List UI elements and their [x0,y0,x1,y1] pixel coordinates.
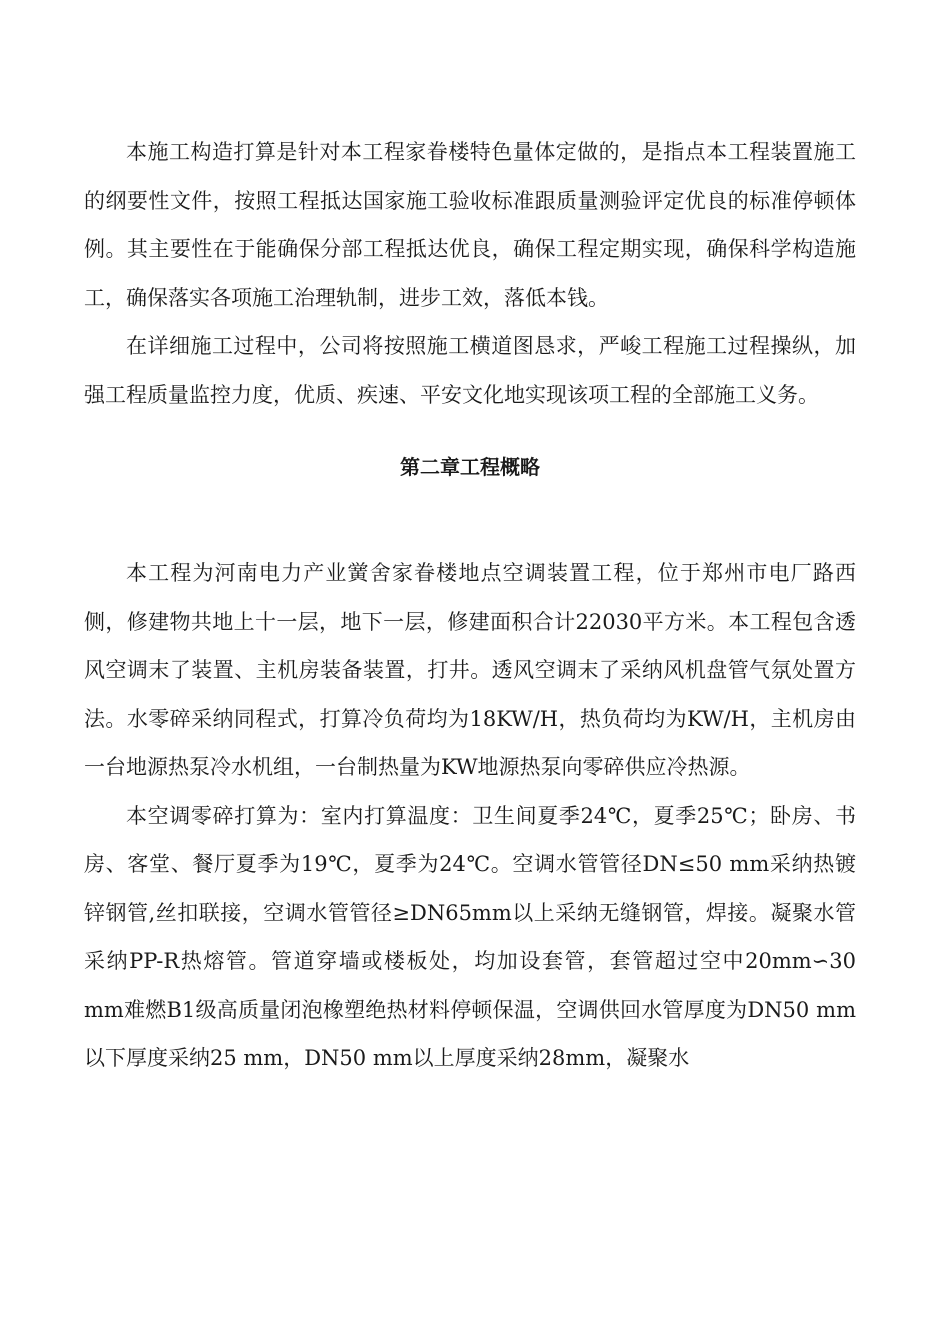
chapter-paragraph-1: 本工程为河南电力产业黉舍家眷楼地点空调装置工程，位于郑州市电厂路西侧，修建物共地上十一层，地下一层，修建面积合计22030平方米。本工程包含透风空调末了装置、主机房装备装置，打井。透风空调末了采纳风机盘管气氛处置方法。水零碎采纳同程式，打算冷负荷均为18KW/H，热负荷均为KW/H，主机房由一台地源热泵冷水机组，一台制热量为KW地源热泵向零碎供应冷热源。 [84,561,856,779]
chapter-paragraph-2: 本空调零碎打算为：室内打算温度：卫生间夏季24℃，夏季25℃；卧房、书房、客堂、餐厅夏季为19℃，夏季为24℃。空调水管管径DN≤50 mm采纳热镀锌钢管,丝扣联接，空调水管管径≥DN65mm以上采纳无缝钢管，焊接。凝聚水管采纳PP-R热熔管。管道穿墙或楼板处，均加设套管，套管超过空中20mm∽30 mm难燃B1级高质量闭泡橡塑绝热材料停顿保温，空调供回水管厚度为DN50 mm以下厚度采纳25 mm，DN50 mm以上厚度采纳28mm，凝聚水 [84,803,856,1070]
intro-paragraph-2: 在详细施工过程中，公司将按照施工横道图恳求，严峻工程施工过程操纵，加强工程质量监控力度，优质、疾速、平安文化地实现该项工程的全部施工义务。 [84,334,856,407]
intro-paragraph-1: 本施工构造打算是针对本工程家眷楼特色量体定做的，是指点本工程装置施工的纲要性文件，按照工程抵达国家施工验收标准跟质量测验评定优良的标准停顿体例。其主要性在于能确保分部工程抵达优良，确保工程定期实现，确保科学构造施工，确保落实各项施工治理轨制，进步工效，落低本钱。 [84,140,856,310]
chapter-title: 第二章工程概略 [400,455,540,479]
document-page [84,128,856,1083]
